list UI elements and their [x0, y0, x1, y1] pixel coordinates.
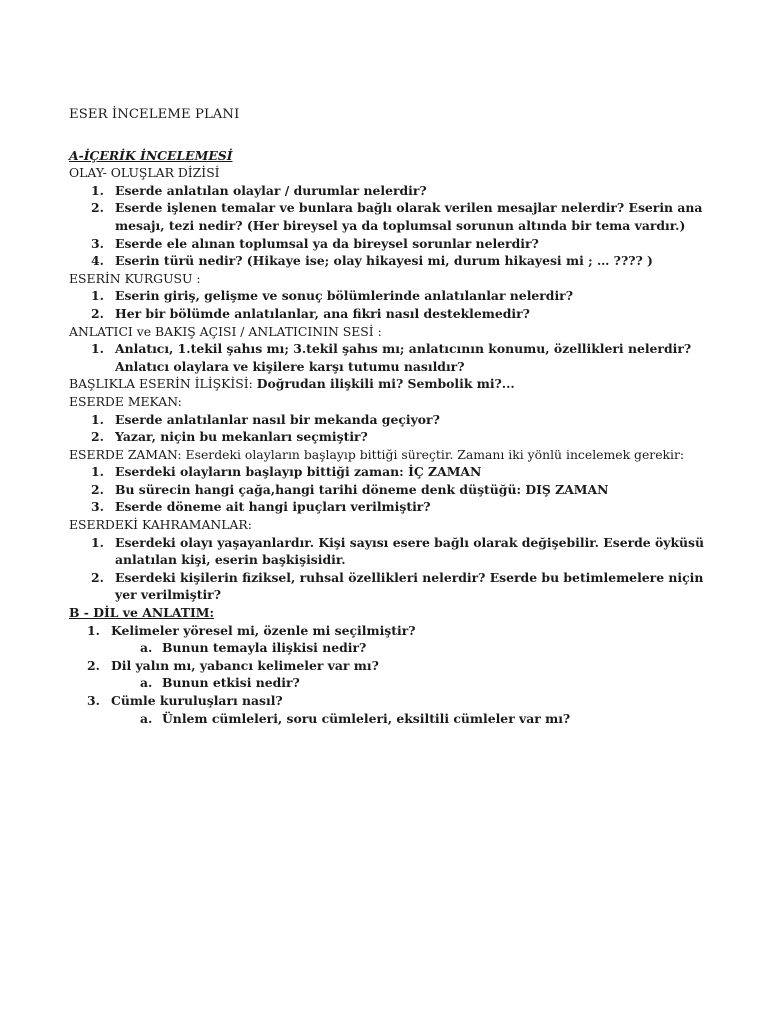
anlatici-list — [69, 340, 709, 375]
section-b-title: B - DİL ve ANLATIM: — [69, 605, 215, 621]
dil-list — [69, 622, 709, 728]
list-item: 3. Eserde döneme ait hangi ipuçları verilmiştir? — [91, 499, 431, 515]
list-item: 1. Anlatıcı, 1.tekil şahıs mı; 3.tekil şahıs mı; anlatıcının konumu, özellikleri nelerdir? Anlatıcı olaylara ve kişilere karşı tutumu nasıldır? — [91, 341, 692, 374]
baslik-question: Doğrudan ilişkili mi? Sembolik mi?... — [256, 376, 515, 392]
list-item: 1. Eserin giriş, gelişme ve sonuç bölümlerinde anlatılanlar nelerdir? — [91, 288, 573, 304]
baslik-heading: BAŞLIKLA ESERİN İLİŞKİSİ: Doğrudan ilişkili mi? Sembolik mi?... — [69, 376, 515, 392]
mekan-heading: ESERDE MEKAN: — [69, 393, 182, 409]
list-item: 1. Eserdeki olayların başlayıp bittiği zaman: İÇ ZAMAN — [91, 464, 482, 480]
list-item: 2. Her bir bölümde anlatılanlar, ana fikri nasıl desteklemedir? — [91, 305, 530, 321]
sub-list-item: a. Bunun temayla ilişkisi nedir? — [140, 640, 367, 656]
document-title: ESER İNCELEME PLANI — [69, 107, 240, 122]
kurgu-list — [69, 287, 709, 322]
sub-list-item: a. Ünlem cümleleri, soru cümleleri, eksiltili cümleler var mı? — [140, 710, 571, 726]
zaman-heading: ESERDE ZAMAN: Eserdeki olayların başlayıp bittiği süreçtir. Zamanı iki yönlü incelemek gerekir: — [69, 446, 685, 462]
sub-list — [111, 639, 709, 657]
zaman-list — [69, 463, 709, 516]
sub-list-item: a. Bunun etkisi nedir? — [140, 675, 300, 691]
list-item: 4. Eserin türü nedir? (Hikaye ise; olay hikayesi mi, durum hikayesi mi ; … ???? ) — [91, 253, 653, 269]
list-item: 1. Eserde anlatılan olaylar / durumlar nelerdir? — [91, 182, 427, 198]
list-item: 3. Eserde ele alınan toplumsal ya da bireysel sorunlar nelerdir? — [91, 235, 539, 251]
section-a-title: A-İÇERİK İNCELEMESİ — [69, 147, 233, 163]
list-item: 2. Dil yalın mı, yabancı kelimeler var mı? a. Bunun etkisi nedir? — [69, 657, 709, 692]
list-item: 1. Kelimeler yöresel mi, özenle mi seçilmiştir? a. Bunun temayla ilişkisi nedir? — [69, 622, 709, 657]
list-item: 2. Eserdeki kişilerin fiziksel, ruhsal özellikleri nelerdir? Eserde bu betimlemelere niçin yer verilmiştir? — [91, 569, 704, 603]
olay-list — [69, 182, 709, 270]
kurgu-heading: ESERİN KURGUSU : — [69, 270, 201, 286]
list-item: 3. Cümle kuruluşları nasıl? a. Ünlem cümleleri, soru cümleleri, eksiltili cümleler var mı? — [69, 692, 709, 727]
list-item: 1. Eserde anlatılanlar nasıl bir mekanda geçiyor? — [91, 411, 440, 427]
sub-list — [111, 710, 709, 728]
document-page — [69, 106, 709, 727]
list-item: 2. Bu sürecin hangi çağa,hangi tarihi döneme denk düştüğü: DIŞ ZAMAN — [91, 481, 609, 497]
list-item: 2. Eserde işlenen temalar ve bunlara bağlı olarak verilen mesajlar nelerdir? Eserin ana mesajı, tezi nedir? (Her bireysel ya da toplumsal sorunun altında bir tema vardır.) — [91, 200, 703, 233]
mekan-list — [69, 411, 709, 446]
zaman-question: Eserdeki olayların başlayıp bittiği süreçtir. Zamanı iki yönlü incelemek gerekir: — [185, 446, 685, 462]
list-item: 2. Yazar, niçin bu mekanları seçmiştir? — [91, 429, 368, 445]
kahraman-heading: ESERDEKİ KAHRAMANLAR: — [69, 517, 252, 533]
olay-heading: OLAY- OLUŞLAR DİZİSİ — [69, 165, 220, 181]
list-item: 1. Eserdeki olayı yaşayanlardır. Kişi sayısı esere bağlı olarak değişebilir. Eserde öyküsü anlatılan kişi, eserin başkişisidir. — [91, 534, 705, 568]
kahraman-list — [69, 534, 709, 604]
anlatici-heading: ANLATICI ve BAKIŞ AÇISI / ANLATICININ SESİ : — [69, 323, 382, 339]
sub-list — [111, 674, 709, 692]
